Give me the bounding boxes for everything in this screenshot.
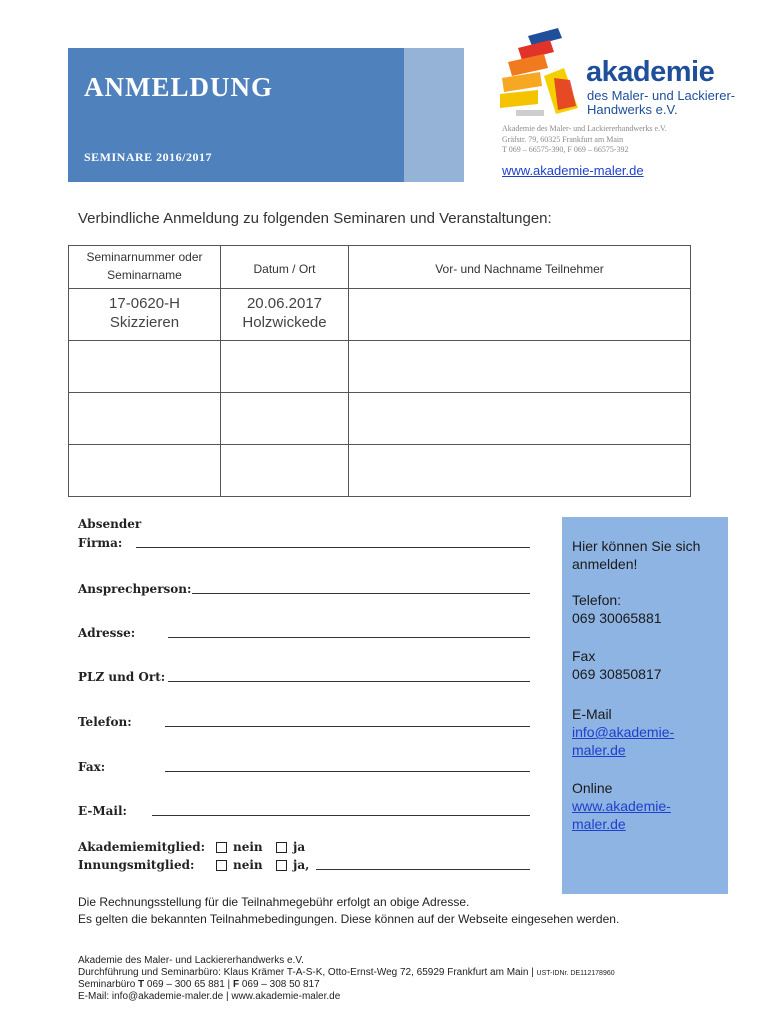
plz-ort-label: PLZ und Ort:: [78, 670, 166, 684]
website-link[interactable]: www.akademie-maler.de: [502, 163, 644, 178]
footer-office-text: Durchführung und Seminarbüro: Klaus Krämer T-A-S-K, Otto-Ernst-Weg 72, 65929 Frankfurt am Main |: [78, 966, 534, 978]
innungsmitglied-label: Innungsmitglied:: [78, 858, 195, 872]
intro-text: Verbindliche Anmeldung zu folgenden Seminaren und Veranstaltungen:: [78, 210, 552, 227]
date-place-cell[interactable]: [221, 445, 349, 497]
seminar-name: Skizzieren: [109, 314, 180, 331]
footer-vat-id: UST-IDNr. DE112178960: [536, 969, 615, 977]
footer-phone-fax: [78, 979, 615, 991]
logo-subline-1: des Maler- und Lackierer-: [587, 88, 736, 103]
participant-cell[interactable]: [349, 393, 691, 445]
table-header-row: [69, 246, 691, 289]
innungsmitglied-nein-checkbox[interactable]: [216, 860, 227, 871]
logo-address-line: Gräfstr. 79, 60325 Frankfurt am Main: [502, 134, 624, 144]
seminar-number: 17-0620-H: [109, 295, 180, 312]
table-row: [69, 445, 691, 497]
info-fax: [572, 647, 662, 683]
plz-ort-field[interactable]: [168, 681, 530, 682]
telefon-label: Telefon:: [78, 715, 132, 729]
column-header-seminar: [69, 246, 221, 289]
footer-contact: E-Mail: info@akademie-maler.de | www.akademie-maler.de: [78, 990, 341, 1002]
akademiemitglied-nein-checkbox[interactable]: [216, 842, 227, 853]
seminar-table: [68, 245, 691, 497]
logo-address: [502, 124, 667, 156]
column-header-text: Seminarname: [107, 268, 182, 282]
info-telefon: [572, 591, 662, 627]
logo-wordmark: akademie: [586, 56, 715, 88]
column-header-text: Seminarnummer oder: [86, 250, 203, 264]
page-subtitle: SEMINARE 2016/2017: [84, 150, 213, 164]
footer-org: Akademie des Maler- und Lackiererhandwerks e.V.: [78, 955, 304, 966]
option-nein-label: nein: [233, 858, 263, 872]
option-ja-label: ja: [293, 840, 306, 854]
firma-field[interactable]: [136, 547, 530, 548]
info-headline-line: anmelden!: [572, 556, 638, 572]
adresse-label: Adresse:: [78, 626, 136, 640]
info-email: [572, 705, 674, 759]
innungsmitglied-ja-checkbox[interactable]: [276, 860, 287, 871]
info-headline: [572, 537, 700, 573]
info-online-link-line: maler.de: [572, 816, 626, 832]
seminar-cell[interactable]: [69, 289, 221, 341]
option-ja-label: ja,: [293, 858, 310, 872]
info-email-label: E-Mail: [572, 706, 612, 722]
sender-heading: Absender: [78, 517, 142, 531]
column-header-participant: [349, 246, 691, 289]
info-online-link[interactable]: [572, 797, 671, 833]
info-email-link[interactable]: [572, 723, 674, 759]
footer-office-label: Seminarbüro: [78, 979, 139, 990]
akademiemitglied-label: Akademiemitglied:: [78, 840, 206, 854]
ansprechperson-field[interactable]: [192, 593, 530, 594]
email-label: E-Mail:: [78, 804, 127, 818]
fax-label: Fax:: [78, 760, 106, 774]
logo-subline-2: Handwerks e.V.: [587, 102, 678, 117]
ansprechperson-label: Ansprechperson:: [78, 582, 192, 596]
info-headline-line: Hier können Sie sich: [572, 538, 701, 554]
option-nein-label: nein: [233, 840, 263, 854]
column-header-text: Vor- und Nachname Teilnehmer: [435, 262, 604, 276]
logo-address-line: Akademie des Maler- und Lackiererhandwerks e.V.: [502, 124, 667, 133]
table-row: [69, 393, 691, 445]
date-place-cell[interactable]: [221, 341, 349, 393]
info-fax-label: Fax: [572, 648, 596, 664]
date-place-cell[interactable]: [221, 289, 349, 341]
seminar-cell[interactable]: [69, 445, 221, 497]
participant-cell[interactable]: [349, 289, 691, 341]
info-telefon-value: 069 30065881: [572, 610, 662, 626]
column-header-text: Datum / Ort: [253, 262, 316, 276]
logo-address-line: T 069 – 66575-390, F 069 – 66575-392: [502, 145, 629, 154]
info-telefon-label: Telefon:: [572, 592, 622, 608]
billing-note: Die Rechnungsstellung für die Teilnahmegebühr erfolgt an obige Adresse.: [78, 895, 470, 909]
info-online-label: Online: [572, 780, 613, 796]
seminar-date: 20.06.2017: [246, 295, 323, 312]
footer-office: [78, 967, 615, 980]
header-banner-edge: [404, 48, 464, 182]
table-row: [69, 341, 691, 393]
footer: [78, 955, 615, 1002]
footer-fax: 069 – 308 50 817: [241, 979, 320, 990]
terms-note: Es gelten die bekannten Teilnahmebedingungen. Diese können auf der Webseite eingesehen werden.: [78, 912, 620, 926]
fax-field[interactable]: [165, 771, 530, 772]
seminar-cell[interactable]: [69, 393, 221, 445]
page-title: ANMELDUNG: [84, 72, 273, 102]
firma-label: Firma:: [78, 536, 123, 550]
column-header-date: [221, 246, 349, 289]
info-email-link-line: maler.de: [572, 742, 626, 758]
email-field[interactable]: [152, 815, 530, 816]
adresse-field[interactable]: [168, 637, 530, 638]
info-online: [572, 779, 671, 833]
participant-cell[interactable]: [349, 341, 691, 393]
footer-f-label: F: [232, 979, 240, 990]
akademiemitglied-ja-checkbox[interactable]: [276, 842, 287, 853]
info-email-link-line: info@akademie-: [572, 724, 675, 740]
footer-phone: 069 – 300 65 881 |: [146, 979, 231, 990]
seminar-place: Holzwickede: [242, 314, 327, 331]
innung-name-field[interactable]: [316, 869, 530, 870]
table-row: [69, 289, 691, 341]
akademie-logo-icon: [498, 28, 580, 122]
footer-t-label: T: [138, 979, 145, 990]
telefon-field[interactable]: [165, 726, 530, 727]
participant-cell[interactable]: [349, 445, 691, 497]
info-online-link-line: www.akademie-: [572, 798, 671, 814]
info-fax-value: 069 30850817: [572, 666, 662, 682]
contact-info-box: [562, 517, 728, 894]
seminar-cell[interactable]: [69, 341, 221, 393]
date-place-cell[interactable]: [221, 393, 349, 445]
